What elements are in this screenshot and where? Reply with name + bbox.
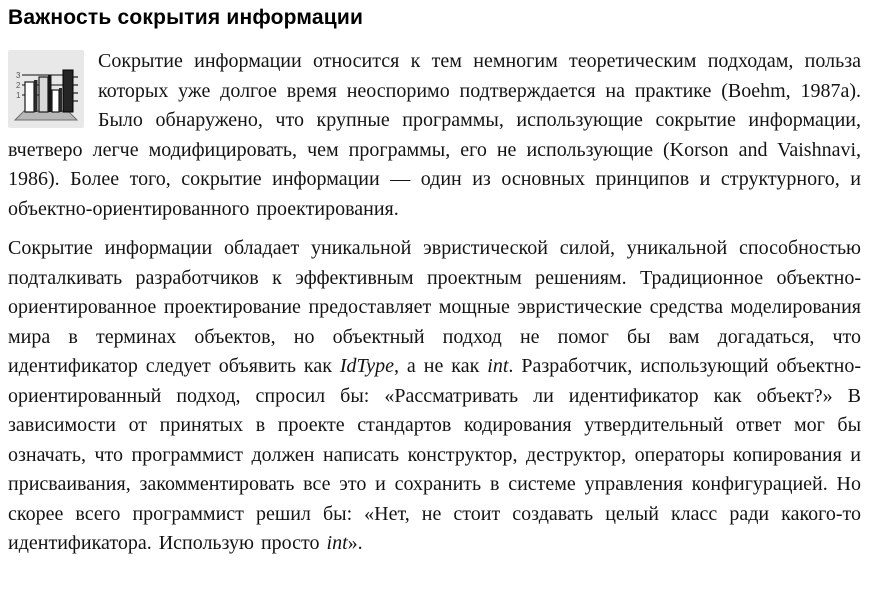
axis-label-3: 3 xyxy=(16,71,21,80)
bar-chart-graphic xyxy=(8,50,84,128)
paragraph-1 xyxy=(8,47,861,224)
code-term-int: int xyxy=(487,355,509,377)
paragraph-2-text: , а не как xyxy=(393,355,488,377)
paragraph-2-text: . Разработчик, использующий объектно-ориентированный подход, спросил бы: «Рассматривать ли идентификатор как объект?» В зависимости от принятых в проекте стандартов кодирования утвердительный ответ мог бы означать, что программист должен написать конструктор, деструктор, операторы копирования и присваивания, закомментировать все это и сохранить в системе управления конфигурацией. Но скорее всего программист решил бы: «Нет, не стоит создавать целый класс ради какого-то идентификатора. Использую просто xyxy=(8,355,861,554)
paragraph-2-text: ». xyxy=(347,532,363,554)
axis-label-1: 1 xyxy=(16,91,21,100)
paragraph-2-text: Сокрытие информации обладает уникальной эвристической силой, уникальной способностью подталкивать разработчиков к эффективным проектным решениям. Традиционное объектно-ориентированное проектирование предоставляет мощные эвристические средства моделирования мира в терминах объектов, но объектный подход не помог бы вам догадаться, что идентификатор следует объявить как xyxy=(8,237,861,377)
axis-label-2: 2 xyxy=(16,81,21,90)
paragraph-1-text: Сокрытие информации относится к тем немногим теоретическим подходам, польза которых уже долгое время неоспоримо подтверждается на практике (Boehm, 1987a). Было обнаружено, что крупные программы, использующие сокрытие информации, вчетверо легче модифицировать, чем программы, его не использующие (Korson and Vaishnavi, 1986). Более того, сокрытие информации — один из основных принципов и структурного, и объектно-ориентированного проектирования. xyxy=(8,50,861,220)
section-heading: Важность сокрытия информации xyxy=(8,6,364,29)
code-term-idtype: IdType xyxy=(339,355,394,377)
paragraph-2 xyxy=(8,234,861,559)
code-term-int: int xyxy=(326,532,348,554)
hard-data-icon xyxy=(8,50,84,128)
